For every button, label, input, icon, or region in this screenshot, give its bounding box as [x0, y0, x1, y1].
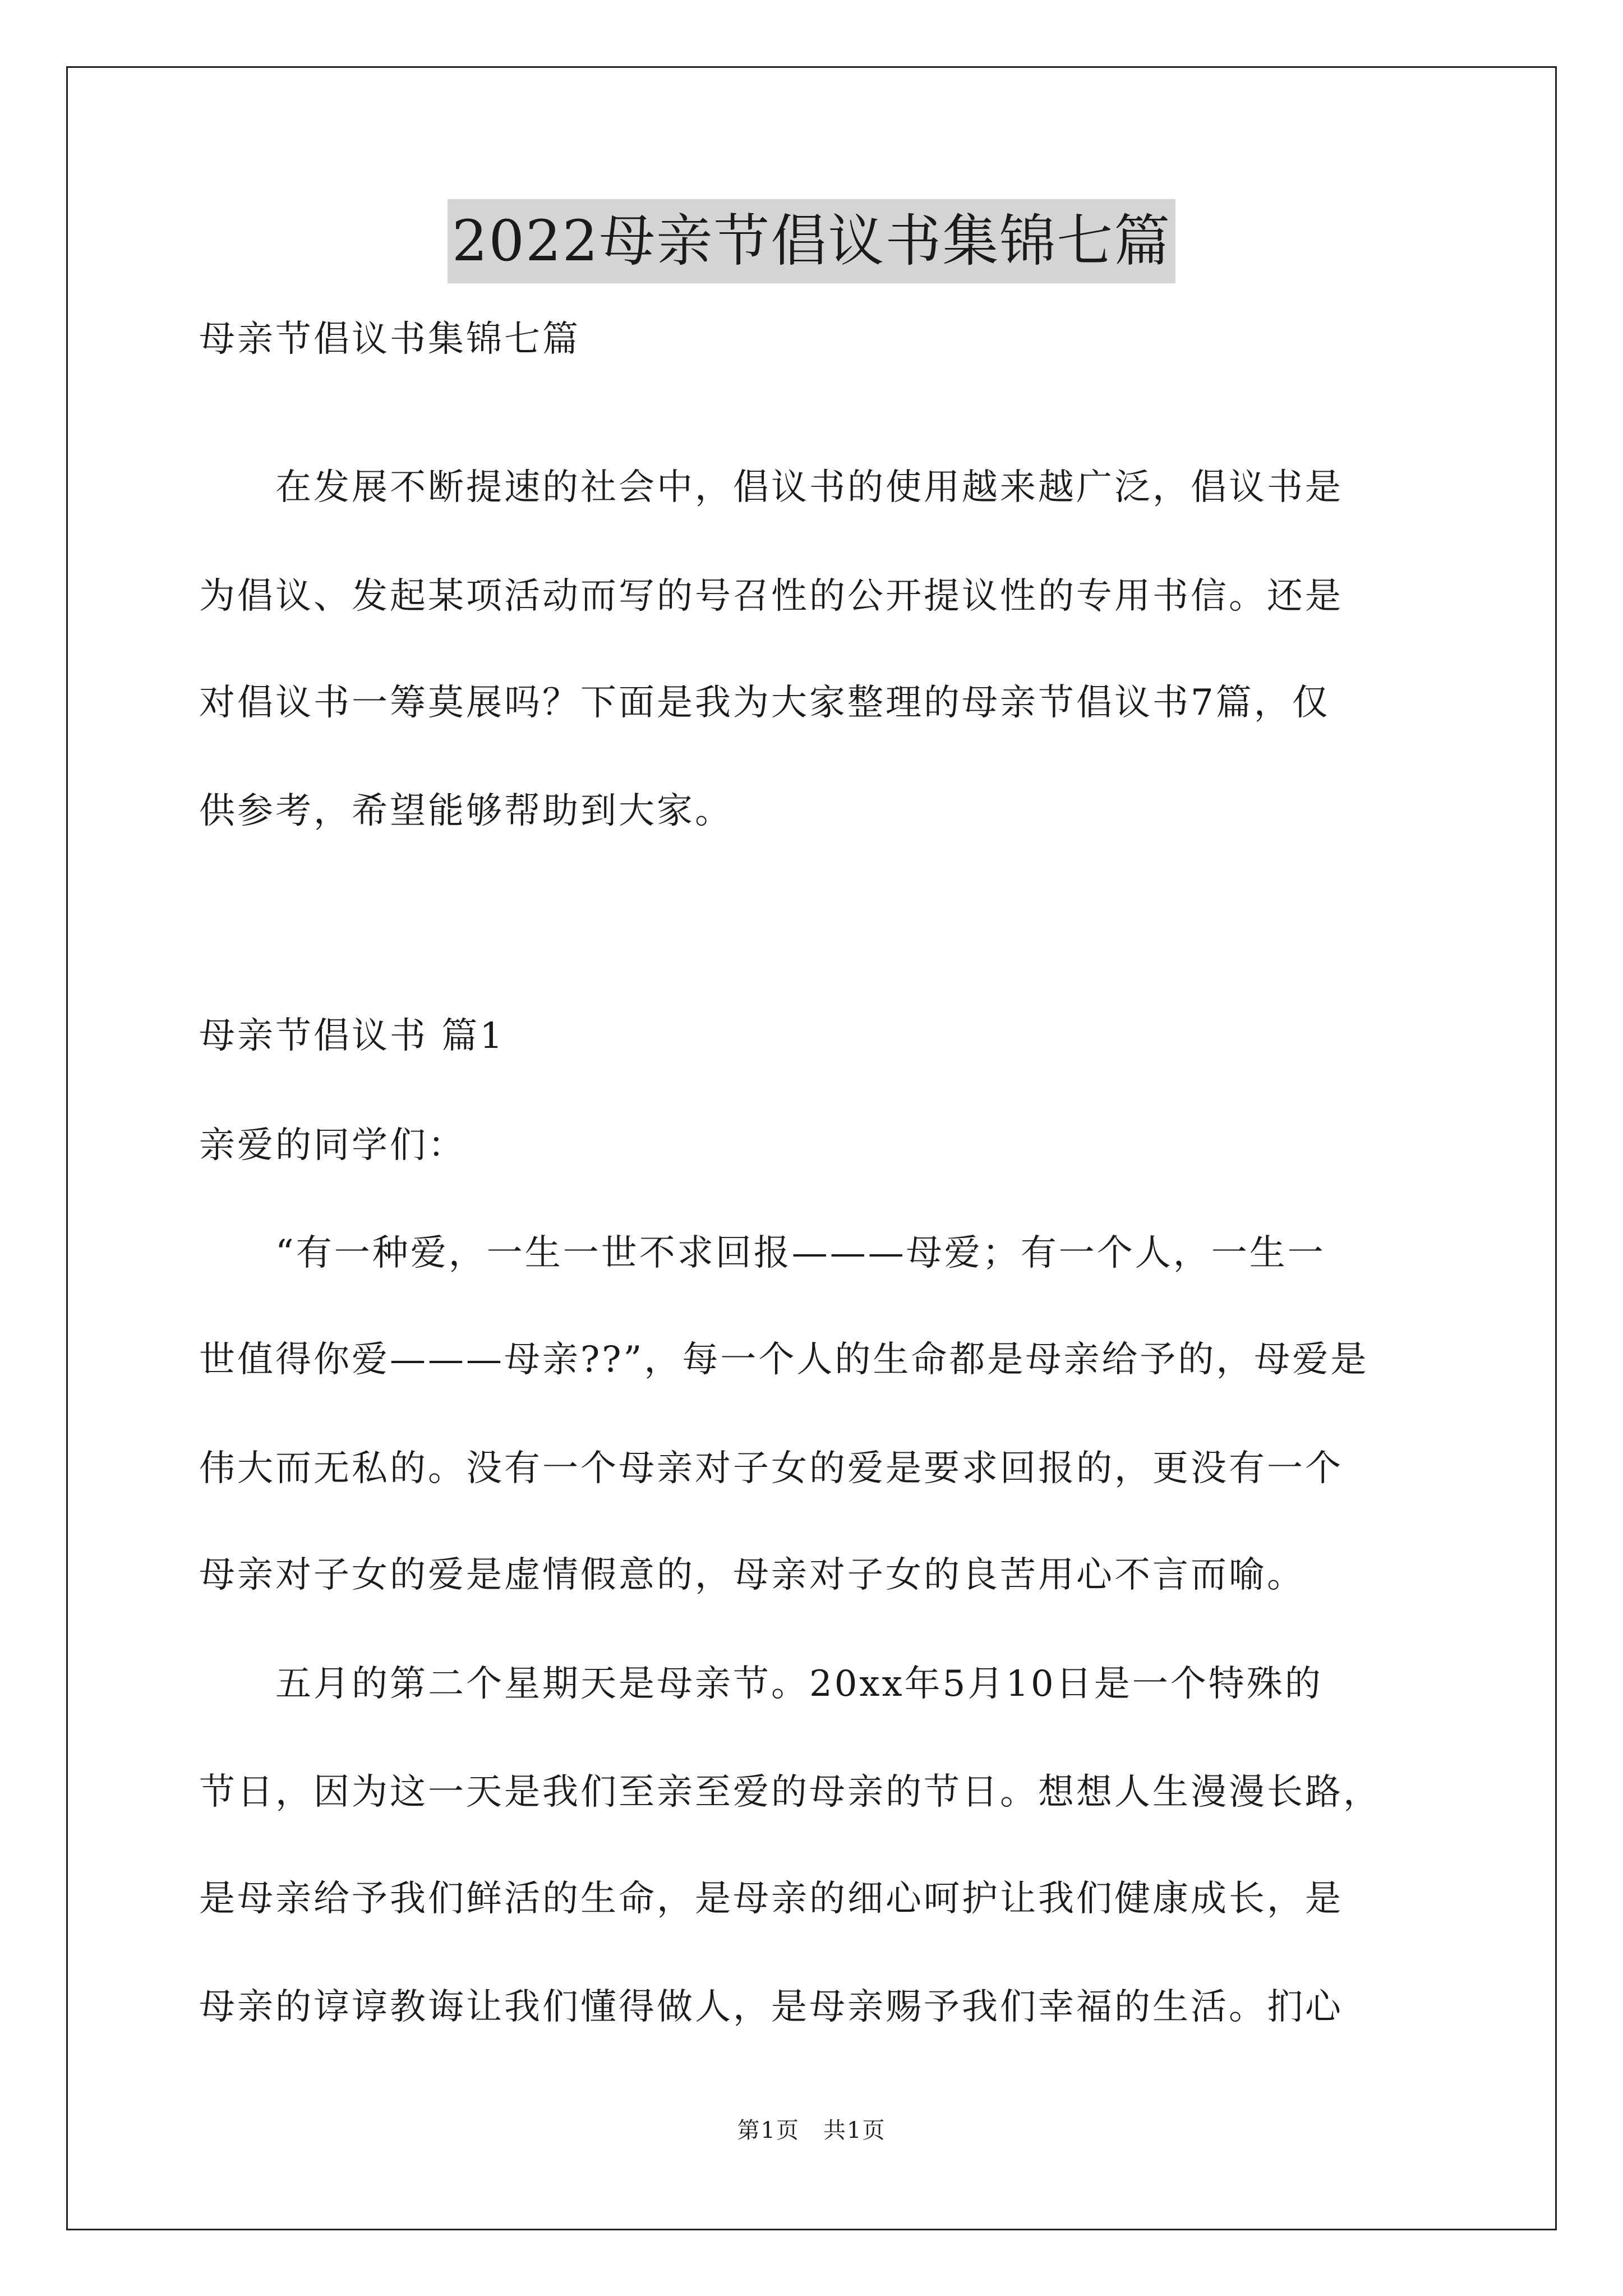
page-footer: 第1页 共1页 — [737, 2118, 886, 2143]
document-title: 2022母亲节倡议书集锦七篇 — [448, 199, 1176, 283]
salutation: 亲爱的同学们： — [199, 1125, 466, 1166]
intro-line-3: 对倡议书一筹莫展吗？下面是我为大家整理的母亲节倡议书7篇，仅 — [199, 682, 1330, 724]
body-line-2: 世值得你爱———母亲??”，每一个人的生命都是母亲给予的，母爱是 — [199, 1339, 1369, 1381]
subtitle-line: 母亲节倡议书集锦七篇 — [199, 319, 580, 360]
intro-line-1: 在发展不断提速的社会中，倡议书的使用越来越广泛，倡议书是 — [199, 467, 1343, 508]
body-line-3: 伟大而无私的。没有一个母亲对子女的爱是要求回报的，更没有一个 — [199, 1448, 1343, 1489]
body-line-5: 五月的第二个星期天是母亲节。20xx年5月10日是一个特殊的 — [199, 1663, 1323, 1705]
body-line-7: 是母亲给予我们鲜活的生命，是母亲的细心呵护让我们健康成长，是 — [199, 1878, 1343, 1920]
section-heading: 母亲节倡议书 篇1 — [199, 1015, 505, 1057]
body-line-6: 节日，因为这一天是我们至亲至爱的母亲的节日。想想人生漫漫长路， — [199, 1772, 1381, 1813]
body-line-4: 母亲对子女的爱是虚情假意的，母亲对子女的良苦用心不言而喻。 — [199, 1554, 1305, 1596]
title-container — [0, 199, 1623, 283]
body-line-1: “有一种爱，一生一世不求回报———母爱；有一个人，一生一 — [199, 1232, 1326, 1274]
intro-line-2: 为倡议、发起某项活动而写的号召性的公开提议性的专用书信。还是 — [199, 576, 1343, 617]
intro-line-4: 供参考，希望能够帮助到大家。 — [199, 790, 733, 832]
body-line-8: 母亲的谆谆教诲让我们懂得做人，是母亲赐予我们幸福的生活。扪心 — [199, 1986, 1343, 2028]
